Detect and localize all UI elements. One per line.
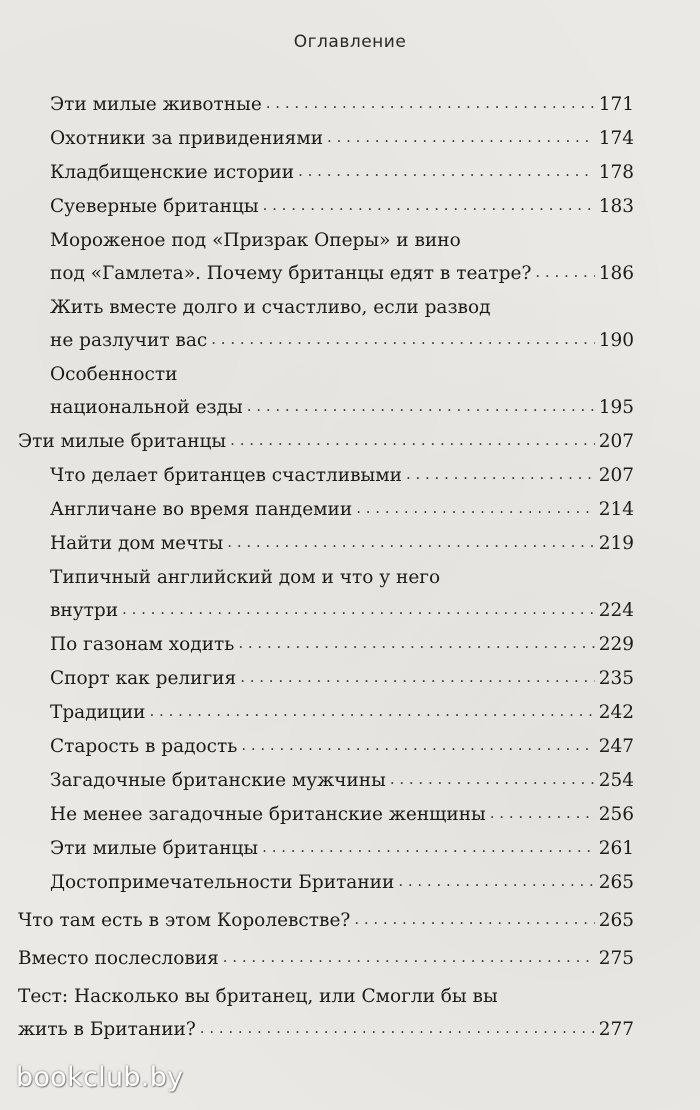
toc-entry-line — [50, 391, 634, 425]
toc-section — [18, 764, 634, 798]
toc-entry-title-line: Особенности — [50, 364, 178, 385]
toc-entry-title: Суеверные британцы — [50, 196, 259, 217]
toc-chapter — [18, 942, 634, 976]
toc-section — [18, 561, 634, 628]
toc-section — [18, 527, 634, 561]
toc-entry-line — [50, 527, 634, 561]
toc-entry-line — [18, 904, 634, 938]
toc-entry-line — [50, 764, 634, 798]
dot-leader — [240, 661, 595, 694]
toc-section — [18, 156, 634, 190]
toc-entry-title: Кладбищенские истории — [50, 162, 295, 183]
dot-leader — [247, 390, 595, 423]
toc-section — [18, 662, 634, 696]
dot-leader — [390, 763, 595, 796]
toc-page-number: 256 — [598, 804, 634, 825]
toc-entry-title: национальной езды — [50, 397, 243, 418]
toc-page-number: 183 — [598, 196, 634, 217]
toc-entry-line — [50, 459, 634, 493]
dot-leader — [298, 155, 595, 188]
toc-chapter — [18, 425, 634, 459]
toc-page-number: 261 — [598, 838, 634, 859]
toc-entry-title: Эти милые британцы — [50, 838, 259, 859]
toc-page-number: 224 — [598, 600, 634, 621]
toc-section — [18, 291, 634, 358]
toc-entry-title: Эти милые британцы — [18, 431, 227, 452]
toc-section — [18, 628, 634, 662]
toc-entry-title: По газонам ходить — [50, 634, 235, 655]
dot-leader — [354, 903, 594, 936]
toc-section — [18, 459, 634, 493]
toc-entry-title: жить в Британии? — [18, 1019, 196, 1040]
table-of-contents — [18, 88, 634, 1047]
toc-page-number: 207 — [598, 431, 634, 452]
toc-entry-line — [50, 696, 634, 730]
toc-page-number: 190 — [598, 330, 634, 351]
toc-entry-title: Найти дом мечты — [50, 533, 224, 554]
toc-entry-title: Спорт как религия — [50, 668, 237, 689]
dot-leader — [266, 87, 595, 120]
toc-entry-title: Не менее загадочные британские женщины — [50, 804, 486, 825]
toc-entry-title: Вместо послесловия — [18, 948, 219, 969]
toc-entry-title: Старость в радость — [50, 736, 238, 757]
dot-leader — [227, 526, 594, 559]
toc-page-number: 265 — [598, 910, 634, 931]
dot-leader — [122, 593, 595, 626]
toc-entry-title: не разлучит вас — [50, 330, 208, 351]
dot-leader — [241, 729, 594, 762]
toc-entry-line — [50, 662, 634, 696]
toc-entry-line — [18, 1013, 634, 1047]
dot-leader — [230, 424, 595, 457]
toc-entry-title: внутри — [50, 600, 119, 621]
dot-leader — [200, 1012, 595, 1045]
toc-entry-title-line: Мороженое под «Призрак Оперы» и вино — [50, 230, 461, 251]
dot-leader — [262, 831, 595, 864]
dot-leader — [535, 256, 594, 289]
dot-leader — [356, 492, 594, 525]
toc-entry-line — [18, 425, 634, 459]
toc-page-number: 214 — [598, 499, 634, 520]
toc-entry-title: под «Гамлета». Почему британцы едят в театре? — [50, 263, 532, 284]
toc-page-number: 247 — [598, 736, 634, 757]
toc-entry-line — [50, 88, 634, 122]
dot-leader — [223, 941, 595, 974]
toc-page-number: 186 — [598, 263, 634, 284]
toc-page-number: 219 — [598, 533, 634, 554]
toc-section — [18, 224, 634, 291]
toc-entry-line — [50, 594, 634, 628]
toc-entry-line — [50, 798, 634, 832]
watermark: bookclub.by — [16, 1062, 184, 1093]
toc-entry-line — [18, 942, 634, 976]
toc-entry-line — [50, 628, 634, 662]
toc-entry-title: Загадочные британские мужчины — [50, 770, 386, 791]
toc-page-number: 242 — [598, 702, 634, 723]
toc-section — [18, 798, 634, 832]
toc-entry-title: Что делает британцев счастливыми — [50, 465, 402, 486]
toc-entry-line — [50, 156, 634, 190]
toc-section — [18, 358, 634, 425]
toc-page-number: 195 — [598, 397, 634, 418]
toc-entry-line — [50, 730, 634, 764]
toc-entry-title: Достопримечательности Британии — [50, 872, 395, 893]
toc-entry-title-line: Тест: Насколько вы британец, или Смогли бы вы — [18, 986, 498, 1007]
toc-section — [18, 730, 634, 764]
dot-leader — [238, 627, 594, 660]
toc-entry-title: Англичане во время пандемии — [50, 499, 353, 520]
toc-entry-line — [50, 190, 634, 224]
toc-section — [18, 190, 634, 224]
dot-leader — [150, 695, 595, 728]
toc-entry-title: Эти милые животные — [50, 94, 262, 115]
toc-page-number: 254 — [598, 770, 634, 791]
toc-page-number: 171 — [598, 94, 634, 115]
toc-section — [18, 866, 634, 900]
toc-page-number: 174 — [598, 128, 634, 149]
toc-entry-line — [50, 493, 634, 527]
toc-entry-title-line: Типичный английский дом и что у него — [50, 567, 441, 588]
toc-entry-line — [50, 324, 634, 358]
toc-entry-title-line: Жить вместе долго и счастливо, если развод — [50, 297, 491, 318]
toc-entry-title: Традиции — [50, 702, 146, 723]
toc-page-number: 277 — [598, 1019, 634, 1040]
toc-entry-line — [50, 122, 634, 156]
toc-chapter — [18, 904, 634, 938]
toc-page-number: 229 — [598, 634, 634, 655]
dot-leader — [211, 323, 594, 356]
toc-entry-line — [50, 257, 634, 291]
dot-leader — [490, 797, 595, 830]
toc-page-number: 207 — [598, 465, 634, 486]
dot-leader — [263, 189, 595, 222]
toc-entry-title: Охотники за привидениями — [50, 128, 324, 149]
dot-leader — [406, 458, 595, 491]
toc-page-number: 178 — [598, 162, 634, 183]
dot-leader — [398, 865, 594, 898]
toc-entry-line — [50, 866, 634, 900]
dot-leader — [327, 121, 595, 154]
toc-page-number: 265 — [598, 872, 634, 893]
toc-entry-title: Что там есть в этом Королевстве? — [18, 910, 351, 931]
toc-section — [18, 493, 634, 527]
toc-chapter — [18, 980, 634, 1047]
toc-page-number: 275 — [598, 948, 634, 969]
toc-section — [18, 696, 634, 730]
toc-section — [18, 122, 634, 156]
running-head: Оглавление — [293, 32, 407, 52]
toc-section — [18, 832, 634, 866]
toc-entry-line — [50, 832, 634, 866]
toc-page-number: 235 — [598, 668, 634, 689]
toc-section — [18, 88, 634, 122]
